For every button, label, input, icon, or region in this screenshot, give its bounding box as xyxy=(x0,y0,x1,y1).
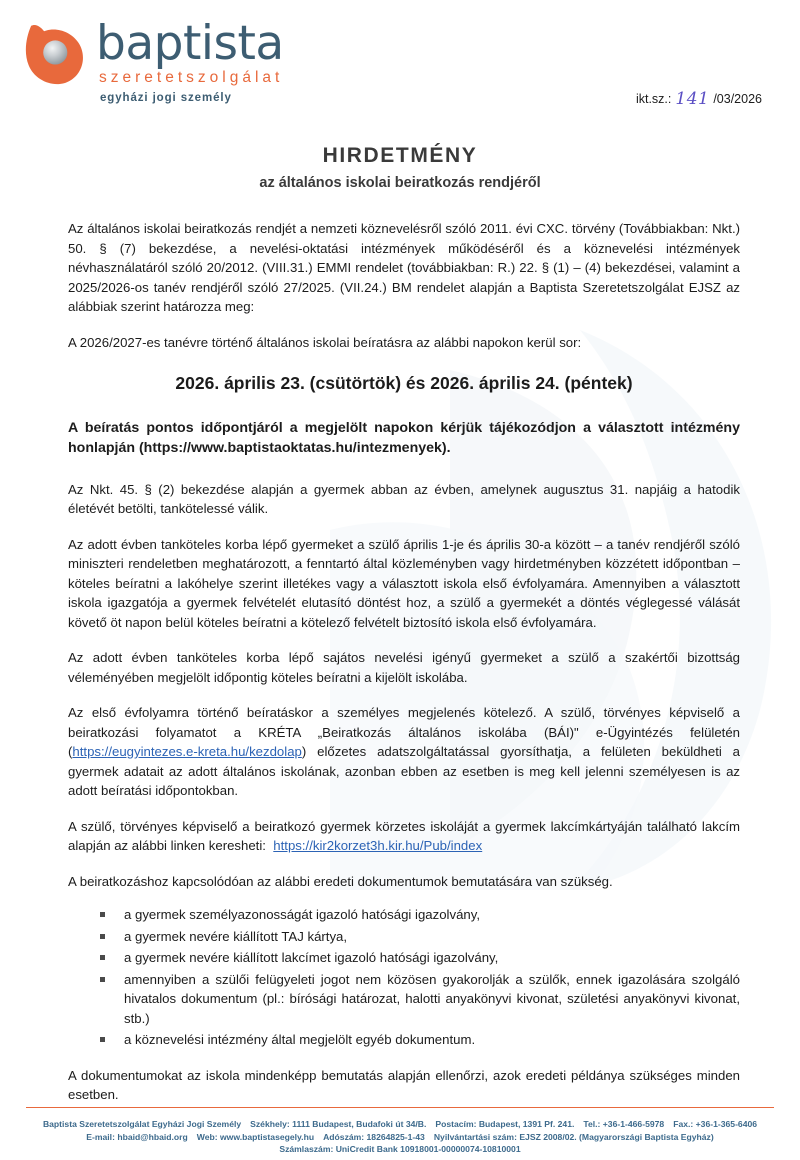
reference-number-suffix: /03/2026 xyxy=(713,92,762,106)
logo-legal-form: egyházi jogi személy xyxy=(100,92,232,104)
paragraph-kreta-part-b: ) előzetes adatszolgáltatással gyorsíthatja, a felületen beküldheti a gyermek adatait az adott általános iskolának, azonban ebben az esetben is meg kell jelenni személyesen is az adott beíratási időpontokban. xyxy=(68,744,740,798)
organization-logo xyxy=(22,18,284,102)
required-documents-list xyxy=(68,905,740,1050)
footer-fax: Fax.: +36-1-365-6406 xyxy=(673,1119,758,1130)
district-search-link[interactable]: https://kir2korzet3h.kir.hu/Pub/index xyxy=(273,838,483,853)
reference-number-label: ikt.sz.: xyxy=(635,92,672,106)
paragraph-compulsory-schooling: Az adott évben tanköteles korba lépő gyermeket a szülő április 1-je és április 30-a között – a tanév rendjéről szóló miniszteri rendeletben meghatározott, a fenntartó által közleményben vagy hirdetményben közzétett időpontban – köteles beíratni a lakóhelye szerint illetékes vagy a választott iskola első évfolyamára. Amennyiben a választott iskola igazgatója a gyermek felvételét elutasító döntést hoz, a szülő a gyermekét a döntés véglegessé válását követő öt napon belül köteles beíratni a kötelező felvételt biztosító iskola első évfolyamára. xyxy=(68,536,740,630)
paragraph-intro: Az általános iskolai beiratkozás rendjét a nemzeti köznevelésről szóló 2011. évi CXC. törvény (Továbbiakban: Nkt.) 50. § (7) bekezdése, a nevelési-oktatási intézmények működéséről és a köznevelési intézmények névhasználatáról szóló 20/2012. (VIII.31.) EMMI rendelet (továbbiakban: R.) 22. § (1) – (4) bekezdései, valamint a 2025/2026-os tanév rendjéről szóló 27/2025. (VII.24.) BM rendelet alapján a Baptista Szeretetszolgálat EJSZ az alábbiak szerint határozza meg: xyxy=(68,221,740,314)
document-body xyxy=(68,219,740,1105)
footer-line-3 xyxy=(14,1143,786,1156)
paragraph-special-needs: Az adott évben tanköteles korba lépő sajátos nevelési igényű gyermeket a szülő a szakértői bizottság véleményében megjelölt időpontig köteles beíratni a kijelölt iskolába. xyxy=(68,650,740,685)
list-item: a gyermek nevére kiállított lakcímet igazoló hatósági igazolvány, xyxy=(98,948,740,968)
page-subtitle: az általános iskolai beiratkozás rendjéről xyxy=(259,175,541,191)
logo-text-block xyxy=(96,16,284,104)
list-item: a gyermek nevére kiállított TAJ kártya, xyxy=(98,927,740,947)
logo-name: baptista xyxy=(96,16,284,71)
paragraph-callout: A beíratás pontos időpontjáról a megjelölt napokon kérjük tájékozódjon a választott intézmény honlapján (https://www.baptistaoktatas.hu/intezmenyek). xyxy=(68,419,740,456)
list-item: amennyiben a szülői felügyeleti jogot nem közösen gyakorolják a szülők, ennek igazolására szolgáló hivatalos dokumentum (pl.: bírósági határozat, halotti anyakönyvi kivonat, születési anyakönyvi kivonat, stb.) xyxy=(98,970,740,1029)
footer-email: E-mail: hbaid@hbaid.org xyxy=(86,1131,188,1142)
paragraph-district-text: A szülő, törvényes képviselő a beiratkozó gyermek körzetes iskoláját a gyermek lakcímkártyáján található lakcím alapján az alábbi linken keresheti: xyxy=(68,818,740,853)
page-title: HIRDETMÉNY xyxy=(322,144,478,167)
footer-tax-number: Adószám: 18264825-1-43 xyxy=(323,1131,425,1142)
footer-address: Székhely: 1111 Budapest, Budafoki út 34/B. xyxy=(250,1119,427,1130)
footer-divider xyxy=(26,1107,774,1109)
footer-line-1 xyxy=(14,1118,786,1131)
list-item: a gyermek személyazonosságát igazoló hatósági igazolvány, xyxy=(98,905,740,925)
footer-registration-number: Nyilvántartási szám: EJSZ 2008/02. (Magyarországi Baptista Egyház) xyxy=(433,1131,714,1142)
paragraph-kreta-part-a: Az első évfolyamra történő beíratáskor a személyes megjelenés kötelező. A szülő, törvényes képviselő a beiratkozási folyamatot a KRÉTA „Beiratkozás általános iskolába (BÁI)" e-Ügyintézés felületén ( xyxy=(68,705,740,759)
footer-org-name: Baptista Szeretetszolgálat Egyházi Jogi Személy xyxy=(42,1119,242,1130)
reference-number-handwritten: 141 xyxy=(675,89,710,109)
footer-phone: Tel.: +36-1-466-5978 xyxy=(583,1119,665,1130)
document-footer xyxy=(0,1118,800,1156)
footer-bank-account: Számlaszám: UniCredit Bank 10918001-00000074-10810001 xyxy=(279,1144,521,1155)
paragraph-district-school xyxy=(68,817,740,856)
paragraph-documents-intro: A beiratkozáshoz kapcsolódóan az alábbi eredeti dokumentumok bemutatására van szükség. xyxy=(68,873,613,889)
enrollment-dates: 2026. április 23. (csütörtök) és 2026. április 24. (péntek) xyxy=(175,373,633,393)
document-header xyxy=(0,0,800,128)
logo-tagline: szeretetszolgálat xyxy=(99,69,284,86)
paragraph-kreta xyxy=(68,703,740,801)
reference-number xyxy=(636,88,762,108)
paragraph-closing: A dokumentumokat az iskola mindenképp bemutatás alapján ellenőrzi, azok eredeti példánya szükséges minden esetben. xyxy=(68,1067,740,1102)
paragraph-nkt-45: Az Nkt. 45. § (2) bekezdése alapján a gyermek abban az évben, amelynek augusztus 31. napjáig a hatodik életévét betölti, tankötelessé válik. xyxy=(68,481,740,516)
baptista-b-logo-icon xyxy=(22,22,86,88)
list-item: a köznevelési intézmény által megjelölt egyéb dokumentum. xyxy=(98,1030,740,1050)
footer-line-2 xyxy=(14,1131,786,1144)
footer-mailing-address: Postacím: Budapest, 1391 Pf. 241. xyxy=(435,1119,575,1130)
footer-web: Web: www.baptistasegely.hu xyxy=(196,1131,315,1142)
paragraph-lead: A 2026/2027-es tanévre történő általános iskolai beíratásra az alábbi napokon kerül sor: xyxy=(68,334,582,350)
kreta-portal-link[interactable]: https://eugyintezes.e-kreta.hu/kezdolap xyxy=(72,744,302,759)
